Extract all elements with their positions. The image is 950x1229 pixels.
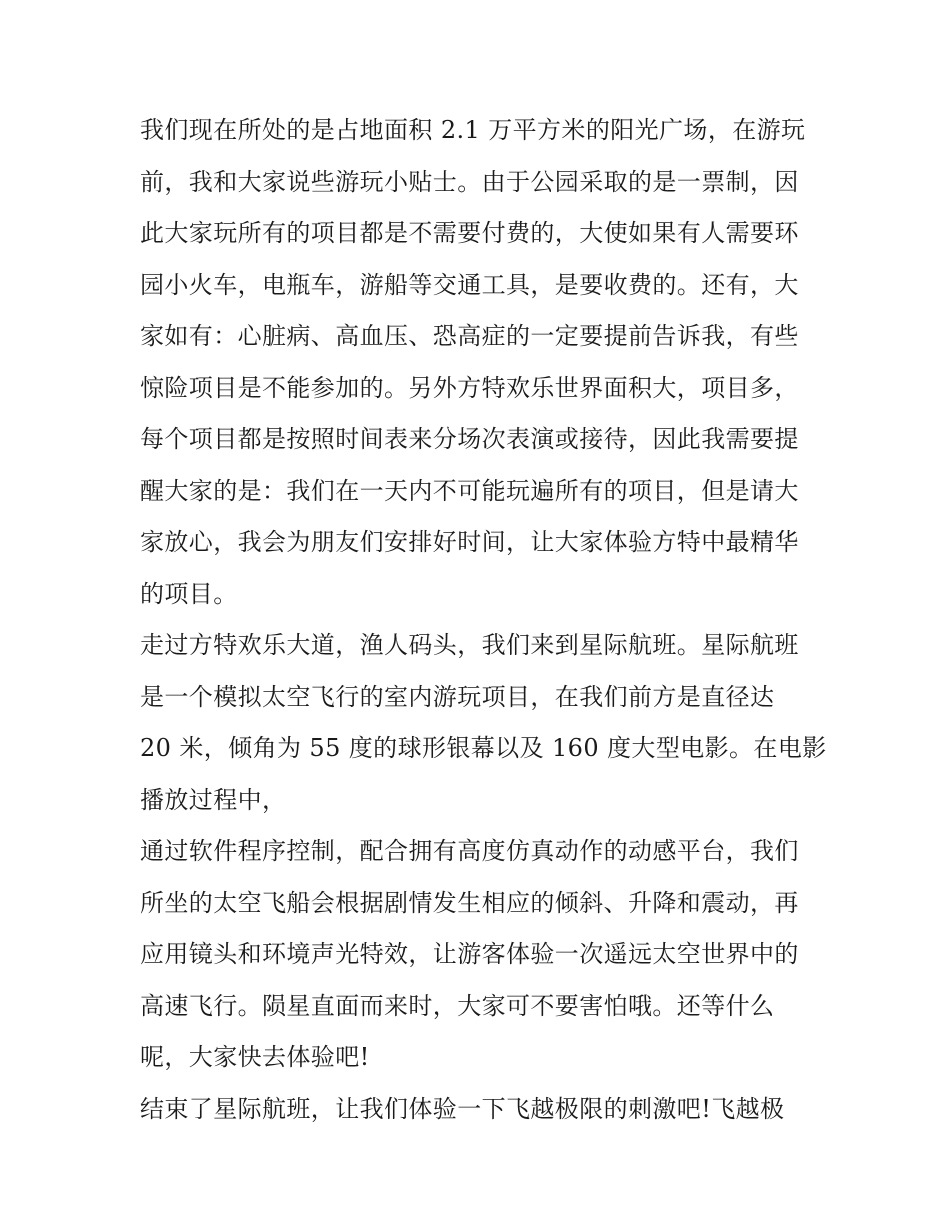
text-line: 通过软件程序控制，配合拥有高度仿真动作的动感平台，我们 — [140, 837, 799, 865]
text-line: 家如有：心脏病、高血压、恐高症的一定要提前告诉我，有些 — [140, 322, 799, 350]
text-line: 结束了星际航班，让我们体验一下飞越极限的刺激吧!飞越极 — [140, 1094, 785, 1123]
text-line: 醒大家的是：我们在一天内不可能玩遍所有的项目，但是请大 — [140, 476, 799, 505]
text-line: 前，我和大家说些游玩小贴士。由于公园采取的是一票制，因 — [140, 167, 799, 196]
document-body — [140, 105, 827, 1135]
text-line: 是一个模拟太空飞行的室内游玩项目，在我们前方是直径达 — [140, 682, 775, 711]
text-line: 我们现在所处的是占地面积 2.1 万平方米的阳光广场，在游玩 — [140, 116, 806, 144]
text-line: 高速飞行。陨星直面而来时，大家可不要害怕哦。还等什么 — [140, 991, 775, 1020]
text-line: 惊险项目是不能参加的。另外方特欢乐世界面积大，项目多， — [140, 373, 799, 402]
text-line: 此大家玩所有的项目都是不需要付费的，大使如果有人需要环 — [140, 219, 799, 247]
text-line: 的项目。 — [140, 579, 238, 608]
text-line: 播放过程中， — [140, 785, 287, 814]
text-line: 应用镜头和环境声光特效，让游客体验一次遥远太空世界中的 — [140, 940, 799, 968]
text-line: 走过方特欢乐大道，渔人码头，我们来到星际航班。星际航班 — [140, 631, 799, 659]
text-line: 20 米，倾角为 55 度的球形银幕以及 160 度大型电影。在电影 — [140, 734, 827, 762]
text-line: 所坐的太空飞船会根据剧情发生相应的倾斜、升降和震动，再 — [140, 888, 799, 917]
text-line: 呢，大家快去体验吧! — [140, 1043, 370, 1071]
text-line: 每个项目都是按照时间表来分场次表演或接待，因此我需要提 — [140, 425, 799, 453]
text-line: 家放心，我会为朋友们安排好时间，让大家体验方特中最精华 — [140, 528, 799, 556]
text-line: 园小火车，电瓶车，游船等交通工具，是要收费的。还有，大 — [140, 270, 799, 299]
